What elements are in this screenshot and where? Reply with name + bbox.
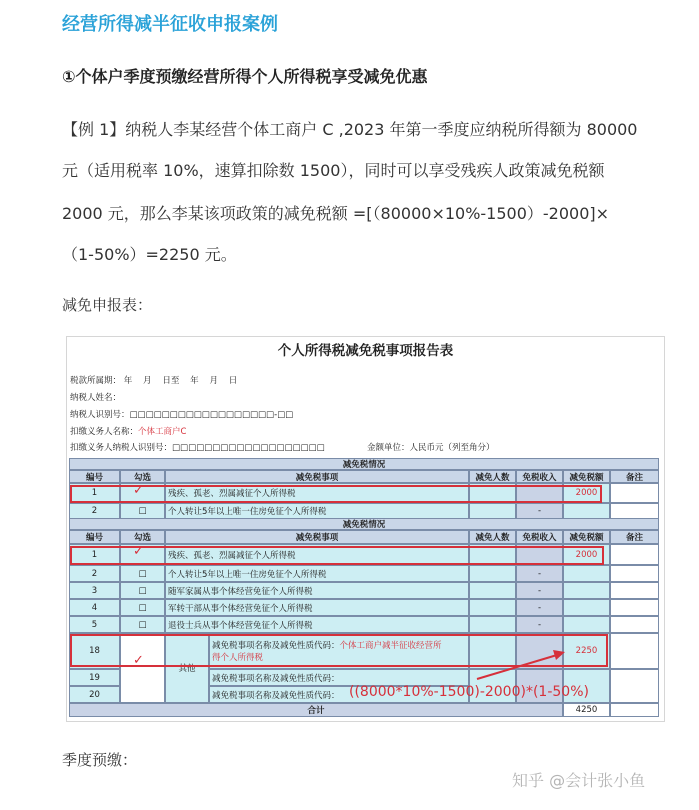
row-number: 1 — [69, 544, 120, 565]
table-label: 减免申报表： — [62, 296, 153, 314]
row-number: 2 — [69, 503, 120, 519]
row-item: 残疾、孤老、烈属减征个人所得税 — [165, 544, 469, 565]
row-number: 4 — [69, 599, 120, 616]
row-amount: 2000 — [563, 544, 610, 565]
row-checkbox[interactable]: □ — [120, 616, 165, 633]
col-persons: 减免人数 — [469, 470, 516, 483]
row-number-19: 19 — [69, 669, 120, 686]
row19-item: 减免税事项名称及减免性质代码： — [209, 669, 469, 686]
row-item: 个人转让5年以上唯一住房免征个人所得税 — [165, 565, 469, 582]
col-exempt-income: 免税收入 — [516, 530, 563, 544]
row-item: 个人转让5年以上唯一住房免征个人所得税 — [165, 503, 469, 519]
col-item: 减免税事项 — [165, 530, 469, 544]
row-exempt: - — [516, 582, 563, 599]
row18-item-name: 个体工商户减半征收经营所 — [339, 641, 442, 651]
row-checkbox[interactable]: □ — [120, 503, 165, 519]
row18-amount: 2250 — [563, 633, 610, 669]
taxpayer-id-label: 纳税人识别号： — [70, 410, 130, 420]
col-check: 勾选 — [120, 470, 165, 483]
col-persons: 减免人数 — [469, 530, 516, 544]
taxpayer-id-boxes: □□□□□□□□□□□□□□□□□□-□□ — [129, 410, 294, 420]
row-number: 5 — [69, 616, 120, 633]
paragraph-line-2: 元（适用税率 10%，速算扣除数 1500），同时可以享受残疾人政策减免税额 — [62, 161, 605, 180]
tax-reduction-report — [66, 336, 665, 722]
total-value: 4250 — [563, 703, 610, 717]
row-number-20: 20 — [69, 686, 120, 703]
article-subtitle: ①个体户季度预缴经营所得个人所得税享受减免优惠 — [62, 67, 428, 86]
row-checkbox[interactable]: □ — [120, 599, 165, 616]
row-exempt: - — [516, 616, 563, 633]
calculation-formula: ((8000*10%-1500)-2000)*(1-50%) — [349, 684, 589, 700]
withholder-id-label: 扣缴义务人纳税人识别号： — [70, 443, 173, 453]
period-fields: 年 月 日至 年 月 日 — [123, 376, 238, 386]
row-item: 退役士兵从事个体经营免征个人所得税 — [165, 616, 469, 633]
row-number: 1 — [69, 483, 120, 503]
withholder-id-boxes: □□□□□□□□□□□□□□□□□□□ — [172, 443, 325, 453]
col-reduction-amount: 减免税额 — [563, 530, 610, 544]
watermark: 知乎 @会计张小鱼 — [512, 771, 646, 790]
paragraph-line-1: 【例 1】纳税人李某经营个体工商户 C ,2023 年第一季度应纳税所得额为 80000 — [62, 120, 638, 139]
section-header-1: 减免税情况 — [69, 458, 659, 470]
total-label: 合计 — [69, 703, 563, 717]
row-item: 军转干部从事个体经营免征个人所得税 — [165, 599, 469, 616]
col-remarks: 备注 — [610, 530, 659, 544]
row-exempt: - — [516, 599, 563, 616]
taxpayer-name-label: 纳税人姓名： — [70, 393, 122, 403]
withholder-value: 个体工商户C — [138, 427, 187, 437]
row18-prefix: 减免税事项名称及减免性质代码： — [212, 641, 340, 651]
col-remarks: 备注 — [610, 470, 659, 483]
row-amount: 2000 — [563, 483, 610, 503]
col-number: 编号 — [69, 530, 120, 544]
row-number-18: 18 — [69, 633, 120, 669]
row-checkbox[interactable]: □ — [120, 582, 165, 599]
checkmark-icon: ✓ — [133, 544, 144, 559]
row-exempt: - — [516, 565, 563, 582]
col-reduction-amount: 减免税额 — [563, 470, 610, 483]
row20-item: 减免税事项名称及减免性质代码： — [209, 686, 469, 703]
row18-item-name-cont: 得个人所得税 — [212, 653, 264, 663]
period-label: 税款所属期： — [70, 376, 122, 386]
other-label: 其他 — [165, 633, 209, 703]
paragraph-line-4: （1-50%）=2250 元。 — [62, 245, 237, 264]
article-title: 经营所得减半征收申报案例 — [62, 14, 278, 35]
row-item: 随军家属从事个体经营免征个人所得税 — [165, 582, 469, 599]
currency-unit: 金额单位：人民币元（列至角分） — [367, 443, 495, 453]
checkmark-icon: ✓ — [133, 653, 144, 668]
checkmark-icon: ✓ — [133, 483, 144, 498]
col-check: 勾选 — [120, 530, 165, 544]
section-header-2: 减免税情况 — [69, 518, 659, 530]
col-number: 编号 — [69, 470, 120, 483]
report-title: 个人所得税减免税事项报告表 — [277, 343, 454, 359]
row-number: 2 — [69, 565, 120, 582]
row-checkbox[interactable]: □ — [120, 565, 165, 582]
arrow-icon — [67, 337, 664, 721]
row-number: 3 — [69, 582, 120, 599]
paragraph-line-3: 2000 元，那么李某该项政策的减免税额 =[（80000×10%-1500）-2000]× — [62, 204, 610, 223]
row-exempt: - — [516, 503, 563, 519]
footer-label: 季度预缴： — [62, 751, 138, 769]
row-item: 残疾、孤老、烈属减征个人所得税 — [165, 483, 469, 503]
withholder-label: 扣缴义务人名称： — [70, 427, 139, 437]
col-item: 减免税事项 — [165, 470, 469, 483]
col-exempt-income: 免税收入 — [516, 470, 563, 483]
